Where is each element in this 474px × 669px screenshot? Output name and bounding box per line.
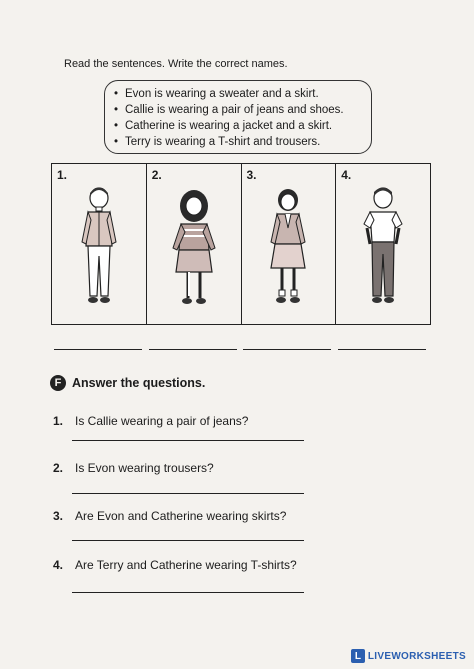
section-letter-badge: F — [50, 375, 66, 391]
name-answer-line-3[interactable] — [243, 349, 331, 350]
picture-cell-1 — [52, 164, 147, 324]
name-answer-line-2[interactable] — [149, 349, 237, 350]
girl-in-sweater-and-skirt-icon — [169, 184, 219, 314]
name-answer-line-4[interactable] — [338, 349, 426, 350]
picture-cell-2 — [147, 164, 242, 324]
question-1 — [53, 414, 248, 428]
liveworksheets-logo — [351, 649, 466, 663]
question-number: 4. — [53, 558, 64, 572]
instructions: Read the sentences. Write the correct names. — [64, 58, 288, 70]
question-text: Is Callie wearing a pair of jeans? — [75, 414, 249, 428]
picture-number-1: 1. — [57, 168, 68, 182]
question-number: 1. — [53, 414, 64, 428]
sentences-box — [104, 80, 372, 154]
question-3 — [53, 509, 286, 523]
question-text: Are Terry and Catherine wearing T-shirts? — [75, 558, 297, 572]
picture-number-4: 4. — [341, 168, 352, 182]
picture-cell-3 — [242, 164, 337, 324]
answer-line-3[interactable] — [72, 540, 304, 541]
sentence-3: • Catherine is wearing a jacket and a skirt. — [125, 118, 365, 134]
question-2 — [53, 461, 214, 475]
question-number: 3. — [53, 509, 64, 523]
girl-in-jacket-and-skirt-icon — [263, 184, 313, 314]
logo-icon: L — [351, 649, 365, 663]
section-header — [50, 375, 205, 391]
question-number: 2. — [53, 461, 64, 475]
sentence-2: • Callie is wearing a pair of jeans and shoes. — [125, 102, 365, 118]
sentence-1: • Evon is wearing a sweater and a skirt. — [125, 86, 365, 102]
answer-line-2[interactable] — [72, 493, 304, 494]
question-text: Are Evon and Catherine wearing skirts? — [75, 509, 287, 523]
question-text: Is Evon wearing trousers? — [75, 461, 214, 475]
picture-grid — [51, 163, 431, 325]
picture-number-3: 3. — [246, 168, 257, 182]
answer-line-4[interactable] — [72, 592, 304, 593]
answer-line-1[interactable] — [72, 440, 304, 441]
name-answer-line-1[interactable] — [54, 349, 142, 350]
logo-text: LIVEWORKSHEETS — [367, 650, 466, 662]
section-title: Answer the questions. — [72, 376, 206, 390]
boy-in-tshirt-and-trousers-icon — [358, 184, 408, 314]
sentence-4: • Terry is wearing a T-shirt and trousers. — [125, 134, 365, 150]
picture-number-2: 2. — [151, 168, 162, 182]
picture-cell-4 — [336, 164, 430, 324]
boy-in-cardigan-and-trousers-icon — [74, 184, 124, 314]
question-4 — [53, 558, 297, 572]
